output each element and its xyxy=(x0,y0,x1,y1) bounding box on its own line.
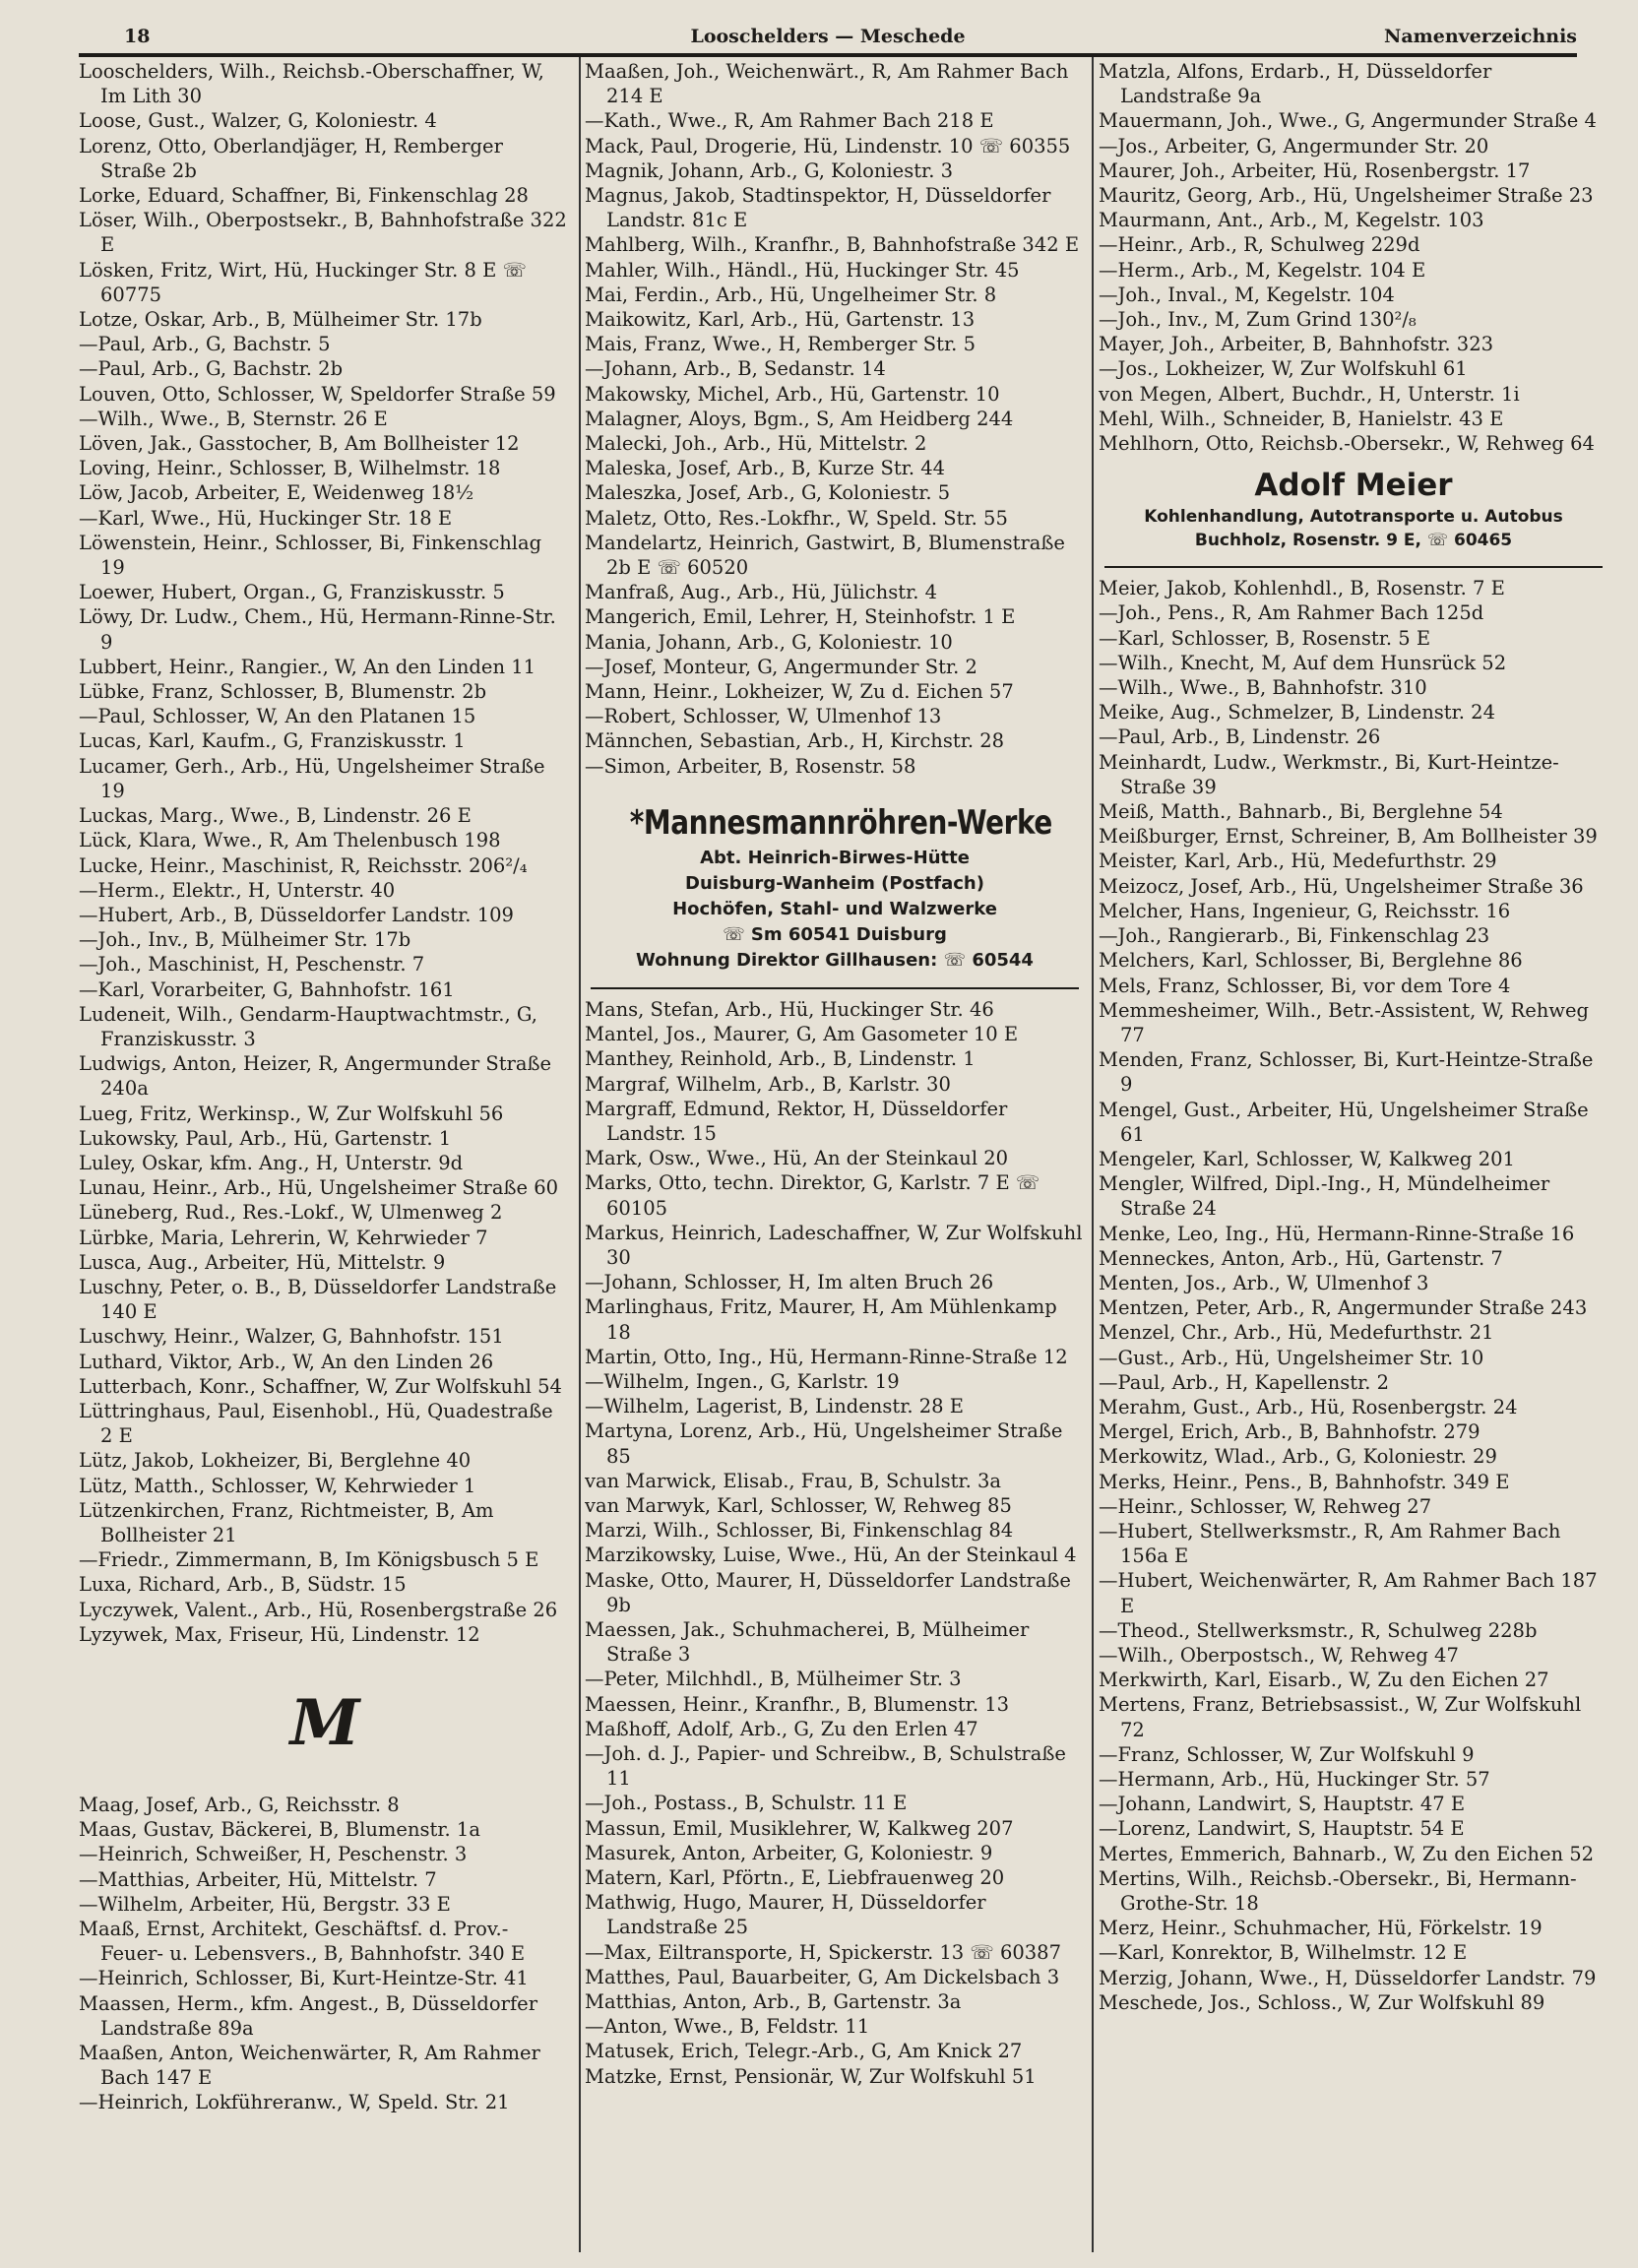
directory-entry: Lubbert, Heinr., Rangier., W, An den Linden 11 xyxy=(79,655,536,678)
directory-entry: Ludwigs, Anton, Heizer, R, Angermunder Straße 240a xyxy=(79,1052,552,1101)
directory-entry: Maassen, Herm., kfm. Angest., B, Düsseldorfer Landstraße 89a xyxy=(79,1991,538,2040)
directory-entry: Maßhoff, Adolf, Arb., G, Zu den Erlen 47 xyxy=(585,1717,978,1740)
directory-entry: Lucas, Karl, Kaufm., G, Franziskusstr. 1 xyxy=(79,729,466,753)
directory-entry: Luley, Oskar, kfm. Ang., H, Unterstr. 9d xyxy=(79,1151,464,1174)
directory-entry: —Paul, Arb., G, Bachstr. 5 xyxy=(79,333,331,356)
directory-entry: —Herm., Arb., M, Kegelstr. 104 E xyxy=(1099,258,1426,282)
entry-list xyxy=(585,59,1085,779)
directory-entry: Menden, Franz, Schlosser, Bi, Kurt-Heintze-Straße 9 xyxy=(1099,1048,1594,1097)
directory-entry: Lutterbach, Konr., Schaffner, W, Zur Wolfskuhl 54 xyxy=(79,1374,562,1398)
directory-entry: —Paul, Arb., G, Bachstr. 2b xyxy=(79,357,344,381)
directory-entry: Merks, Heinr., Pens., B, Bahnhofstr. 349 E xyxy=(1099,1470,1510,1493)
directory-entry: Merkwirth, Karl, Eisarb., W, Zu den Eichen 27 xyxy=(1099,1669,1549,1692)
directory-entry: Mangerich, Emil, Lehrer, H, Steinhofstr. 1 E xyxy=(585,605,1016,629)
directory-entry: Lütz, Jakob, Lokheizer, Bi, Berglehne 40 xyxy=(79,1449,472,1473)
directory-entry: Mels, Franz, Schlosser, Bi, vor dem Tore 4 xyxy=(1099,974,1511,997)
entry-list xyxy=(79,1793,571,2115)
directory-entry: —Anton, Wwe., B, Feldstr. 11 xyxy=(585,2015,870,2039)
directory-entry: Meiß, Matth., Bahnarb., Bi, Berglehne 54 xyxy=(1099,800,1503,824)
directory-entry: —Paul, Arb., B, Lindenstr. 26 xyxy=(1099,725,1381,749)
directory-entry: —Wilhelm, Lagerist, B, Lindenstr. 28 E xyxy=(585,1395,965,1418)
directory-entry: Merz, Heinr., Schuhmacher, Hü, Förkelstr. 19 xyxy=(1099,1917,1543,1940)
entry-list xyxy=(79,59,571,1647)
directory-entry: Magnus, Jakob, Stadtinspektor, H, Düsseldorfer Landstr. 81c E xyxy=(585,184,1051,232)
ad-phone: ☏ Sm 60541 Duisburg xyxy=(723,923,947,945)
directory-entry: Merzig, Johann, Wwe., H, Düsseldorfer Landstr. 79 xyxy=(1099,1966,1597,1989)
directory-entry: Mantel, Jos., Maurer, G, Am Gasometer 10 E xyxy=(585,1023,1019,1046)
directory-entry: Luschny, Peter, o. B., B, Düsseldorfer Landstraße 140 E xyxy=(79,1275,557,1324)
directory-entry: Maleska, Josef, Arb., B, Kurze Str. 44 xyxy=(585,457,946,480)
directory-entry: Mania, Johann, Arb., G, Koloniestr. 10 xyxy=(585,630,953,654)
directory-entry: Marlinghaus, Fritz, Maurer, H, Am Mühlenkamp 18 xyxy=(585,1295,1057,1344)
directory-entry: —Karl, Konrektor, B, Wilhelmstr. 12 E xyxy=(1099,1941,1468,1965)
ad-divider xyxy=(591,987,1079,989)
ad-line: Duisburg-Wanheim (Postfach) xyxy=(685,872,984,894)
directory-entry: —Wilh., Wwe., B, Bahnhofstr. 310 xyxy=(1099,676,1427,700)
directory-entry: Maaß, Ernst, Architekt, Geschäftsf. d. Prov.-Feuer- u. Lebensvers., B, Bahnhofstr. 340 E xyxy=(79,1918,526,1966)
column-1 xyxy=(79,59,571,2254)
directory-entry: —Robert, Schlosser, W, Ulmenhof 13 xyxy=(585,705,942,728)
directory-entry: Magnik, Johann, Arb., G, Koloniestr. 3 xyxy=(585,158,954,182)
directory-entry: Marks, Otto, techn. Direktor, G, Karlstr. 7 E ☏ 60105 xyxy=(585,1171,1040,1220)
directory-entry: Looschelders, Wilh., Reichsb.-Oberschaffner, W, Im Lith 30 xyxy=(79,60,544,108)
directory-entry: —Kath., Wwe., R, Am Rahmer Bach 218 E xyxy=(585,109,994,133)
directory-entry: Meier, Jakob, Kohlenhdl., B, Rosenstr. 7 E xyxy=(1099,577,1505,600)
directory-entry: Memmesheimer, Wilh., Betr.-Assistent, W, Rehweg 77 xyxy=(1099,998,1590,1046)
directory-entry: Mengeler, Karl, Schlosser, W, Kalkweg 201 xyxy=(1099,1147,1515,1170)
directory-entry: —Paul, Arb., H, Kapellenstr. 2 xyxy=(1099,1370,1390,1394)
directory-entry: Mertins, Wilh., Reichsb.-Obersekr., Bi, Hermann-Grothe-Str. 18 xyxy=(1099,1866,1577,1916)
directory-entry: Mans, Stefan, Arb., Hü, Huckinger Str. 46 xyxy=(585,997,994,1021)
directory-entry: Lucke, Heinr., Maschinist, R, Reichsstr. 206²/₄ xyxy=(79,853,528,877)
directory-entry: Loose, Gust., Walzer, G, Koloniestr. 4 xyxy=(79,109,437,133)
directory-entry: Mauermann, Joh., Wwe., G, Angermunder Straße 4 xyxy=(1099,109,1597,133)
directory-entry: Meschede, Jos., Schloss., W, Zur Wolfskuhl 89 xyxy=(1099,1990,1545,2014)
directory-entry: Mai, Ferdin., Arb., Hü, Ungelheimer Str. 8 xyxy=(585,283,997,306)
directory-entry: —Joh., Inval., M, Kegelstr. 104 xyxy=(1099,283,1395,306)
directory-entry: Marzi, Wilh., Schlosser, Bi, Finkenschlag 84 xyxy=(585,1519,1014,1543)
directory-entry: Lusca, Aug., Arbeiter, Hü, Mittelstr. 9 xyxy=(79,1250,446,1274)
directory-entry: —Karl, Schlosser, B, Rosenstr. 5 E xyxy=(1099,626,1431,650)
directory-entry: Matzla, Alfons, Erdarb., H, Düsseldorfer Landstraße 9a xyxy=(1099,60,1492,108)
directory-entry: —Joh. d. J., Papier- und Schreibw., B, Schulstraße 11 xyxy=(585,1741,1066,1791)
ad-line: Kohlenhandlung, Autotransporte u. Autobus xyxy=(1144,507,1563,528)
entry-list xyxy=(585,997,1085,2089)
header-section: Namenverzeichnis xyxy=(1383,26,1577,47)
ad-line: Hochöfen, Stahl- und Walzwerke xyxy=(672,898,997,919)
directory-entry: —Joh., Maschinist, H, Peschenstr. 7 xyxy=(79,953,425,976)
directory-entry: —Max, Eiltransporte, H, Spickerstr. 13 ☏ 60387 xyxy=(585,1940,1061,1964)
directory-entry: Menten, Jos., Arb., W, Ulmenhof 3 xyxy=(1099,1271,1429,1294)
directory-entry: —Joh., Inv., B, Mülheimer Str. 17b xyxy=(79,928,411,952)
column-divider xyxy=(579,57,581,2252)
header-range: Looschelders — Meschede xyxy=(690,26,966,47)
directory-entry: Maas, Gustav, Bäckerei, B, Blumenstr. 1a xyxy=(79,1818,480,1842)
directory-entry: Matzke, Ernst, Pensionär, W, Zur Wolfskuhl 51 xyxy=(585,2064,1037,2088)
directory-entry: —Peter, Milchhdl., B, Mülheimer Str. 3 xyxy=(585,1668,962,1691)
directory-entry: Mahlberg, Wilh., Kranfhr., B, Bahnhofstraße 342 E xyxy=(585,233,1080,257)
directory-entry: —Johann, Landwirt, S, Hauptstr. 47 E xyxy=(1099,1793,1466,1816)
directory-entry: Maaßen, Joh., Weichenwärt., R, Am Rahmer Bach 214 E xyxy=(585,60,1069,108)
directory-entry: Margraff, Edmund, Rektor, H, Düsseldorfer Landstr. 15 xyxy=(585,1097,1008,1145)
directory-entry: Lüneberg, Rud., Res.-Lokf., W, Ulmenweg 2 xyxy=(79,1201,503,1225)
page-number: 18 xyxy=(124,26,151,47)
directory-entry: —Friedr., Zimmermann, B, Im Königsbusch 5 E xyxy=(79,1548,539,1572)
directory-entry: —Karl, Vorarbeiter, G, Bahnhofstr. 161 xyxy=(79,977,455,1001)
directory-entry: Luckas, Marg., Wwe., B, Lindenstr. 26 E xyxy=(79,804,472,828)
directory-entry: —Franz, Schlosser, W, Zur Wolfskuhl 9 xyxy=(1099,1742,1475,1766)
directory-entry: Margraf, Wilhelm, Arb., B, Karlstr. 30 xyxy=(585,1072,951,1096)
directory-entry: —Wilh., Knecht, M, Auf dem Hunsrück 52 xyxy=(1099,651,1507,674)
section-letter: M xyxy=(289,1686,360,1760)
directory-entry: Maurmann, Ant., Arb., M, Kegelstr. 103 xyxy=(1099,209,1484,232)
directory-entry: —Jos., Arbeiter, G, Angermunder Str. 20 xyxy=(1099,134,1489,158)
ad-title: Adolf Meier xyxy=(1254,468,1453,504)
directory-entry: Mack, Paul, Drogerie, Hü, Lindenstr. 10 ☏ 60355 xyxy=(585,134,1071,158)
directory-entry: —Lorenz, Landwirt, S, Hauptstr. 54 E xyxy=(1099,1817,1465,1841)
directory-entry: —Johann, Arb., B, Sedanstr. 14 xyxy=(585,357,886,381)
directory-entry: Matern, Karl, Pförtn., E, Liebfrauenweg 20 xyxy=(585,1866,1005,1889)
advertisement-mannesmann xyxy=(585,800,1085,989)
directory-entry: Löser, Wilh., Oberpostsekr., B, Bahnhofstraße 322 E xyxy=(79,209,567,257)
directory-entry: Mengel, Gust., Arbeiter, Hü, Ungelsheimer Straße 61 xyxy=(1099,1098,1589,1146)
directory-entry: Löven, Jak., Gasstocher, B, Am Bollheister 12 xyxy=(79,432,520,456)
directory-entry: —Paul, Schlosser, W, An den Platanen 15 xyxy=(79,705,476,728)
entry-list xyxy=(1099,576,1608,2015)
column-2 xyxy=(585,59,1085,2254)
directory-entry: Menke, Leo, Ing., Hü, Hermann-Rinne-Straße 16 xyxy=(1099,1222,1575,1245)
directory-entry: Mann, Heinr., Lokheizer, W, Zu d. Eichen 57 xyxy=(585,680,1014,704)
directory-entry: Maaßen, Anton, Weichenwärter, R, Am Rahmer Bach 147 E xyxy=(79,2042,540,2090)
directory-entry: Löwenstein, Heinr., Schlosser, Bi, Finkenschlag 19 xyxy=(79,531,542,580)
directory-entry: Lyzywek, Max, Friseur, Hü, Lindenstr. 12 xyxy=(79,1622,480,1646)
directory-entry: Mandelartz, Heinrich, Gastwirt, B, Blumenstraße 2b E ☏ 60520 xyxy=(585,531,1065,580)
directory-entry: —Theod., Stellwerksmstr., R, Schulweg 228b xyxy=(1099,1618,1538,1642)
directory-entry: Masurek, Anton, Arbeiter, G, Koloniestr. 9 xyxy=(585,1841,993,1864)
directory-entry: Mauritz, Georg, Arb., Hü, Ungelsheimer Straße 23 xyxy=(1099,184,1594,208)
directory-entry: —Hubert, Arb., B, Düsseldorfer Landstr. 109 xyxy=(79,903,514,926)
directory-entry: Mehl, Wilh., Schneider, B, Hanielstr. 43 E xyxy=(1099,407,1504,430)
directory-entry: —Gust., Arb., Hü, Ungelsheimer Str. 10 xyxy=(1099,1346,1484,1369)
directory-entry: Lützenkirchen, Franz, Richtmeister, B, Am Bollheister 21 xyxy=(79,1498,494,1546)
directory-entry: Makowsky, Michel, Arb., Hü, Gartenstr. 10 xyxy=(585,382,1000,406)
directory-entry: Luxa, Richard, Arb., B, Südstr. 15 xyxy=(79,1573,407,1597)
ad-phone: Wohnung Direktor Gillhausen: ☏ 60544 xyxy=(636,949,1034,971)
directory-entry: Menneckes, Anton, Arb., Hü, Gartenstr. 7 xyxy=(1099,1246,1503,1270)
directory-entry: Maleszka, Josef, Arb., G, Koloniestr. 5 xyxy=(585,481,951,505)
directory-entry: Mark, Osw., Wwe., Hü, An der Steinkaul 20 xyxy=(585,1147,1009,1170)
directory-entry: Luthard, Viktor, Arb., W, An den Linden 26 xyxy=(79,1350,494,1373)
directory-entry: Meizocz, Josef, Arb., Hü, Ungelsheimer Straße 36 xyxy=(1099,874,1584,898)
directory-entry: —Karl, Wwe., Hü, Huckinger Str. 18 E xyxy=(79,506,453,530)
directory-entry: Lucamer, Gerh., Arb., Hü, Ungelsheimer Straße 19 xyxy=(79,754,545,802)
directory-entry: Maag, Josef, Arb., G, Reichsstr. 8 xyxy=(79,1794,400,1816)
directory-entry: Maessen, Heinr., Kranfhr., B, Blumenstr. 13 xyxy=(585,1692,1010,1716)
directory-entry: Loewer, Hubert, Organ., G, Franziskusstr. 5 xyxy=(79,581,505,604)
directory-entry: Mahler, Wilh., Händl., Hü, Huckinger Str. 45 xyxy=(585,258,1020,282)
directory-entry: —Johann, Schlosser, H, Im alten Bruch 26 xyxy=(585,1271,994,1294)
directory-entry: von Megen, Albert, Buchdr., H, Unterstr. 1i xyxy=(1099,382,1520,406)
directory-entry: Mehlhorn, Otto, Reichsb.-Obersekr., W, Rehweg 64 xyxy=(1099,432,1595,456)
directory-entry: Luschwy, Heinr., Walzer, G, Bahnhofstr. 151 xyxy=(79,1325,504,1349)
directory-entry: Lorenz, Otto, Oberlandjäger, H, Remberger Straße 2b xyxy=(79,134,503,182)
directory-entry: —Heinrich, Schweißer, H, Peschenstr. 3 xyxy=(79,1843,468,1866)
directory-entry: —Joh., Pens., R, Am Rahmer Bach 125d xyxy=(1099,601,1484,625)
directory-entry: Meister, Karl, Arb., Hü, Medefurthstr. 29 xyxy=(1099,850,1497,873)
directory-entry: Maske, Otto, Maurer, H, Düsseldorfer Landstraße 9b xyxy=(585,1568,1071,1616)
directory-entry: —Herm., Elektr., H, Unterstr. 40 xyxy=(79,878,396,902)
directory-entry: Meinhardt, Ludw., Werkmstr., Bi, Kurt-Heintze-Straße 39 xyxy=(1099,750,1559,798)
directory-entry: Maikowitz, Karl, Arb., Hü, Gartenstr. 13 xyxy=(585,308,976,332)
directory-entry: Männchen, Sebastian, Arb., H, Kirchstr. 28 xyxy=(585,729,1005,753)
directory-entry: Mertes, Emmerich, Bahnarb., W, Zu den Eichen 52 xyxy=(1099,1842,1595,1865)
directory-entry: Menzel, Chr., Arb., Hü, Medefurthstr. 21 xyxy=(1099,1321,1494,1345)
directory-entry: —Wilh., Oberpostsch., W, Rehweg 47 xyxy=(1099,1643,1459,1667)
directory-entry: —Joh., Rangierarb., Bi, Finkenschlag 23 xyxy=(1099,924,1490,948)
directory-entry: —Wilhelm, Arbeiter, Hü, Bergstr. 33 E xyxy=(79,1892,451,1916)
directory-entry: Manfraß, Aug., Arb., Hü, Jülichstr. 4 xyxy=(585,581,938,604)
directory-entry: Loving, Heinr., Schlosser, B, Wilhelmstr. 18 xyxy=(79,457,501,480)
directory-entry: Matusek, Erich, Telegr.-Arb., G, Am Knick 27 xyxy=(585,2040,1023,2063)
directory-entry: Matthias, Anton, Arb., B, Gartenstr. 3a xyxy=(585,1990,962,2014)
directory-entry: Louven, Otto, Schlosser, W, Speldorfer Straße 59 xyxy=(79,382,556,406)
directory-entry: Meike, Aug., Schmelzer, B, Lindenstr. 24 xyxy=(1099,701,1495,724)
directory-entry: Martin, Otto, Ing., Hü, Hermann-Rinne-Straße 12 xyxy=(585,1345,1068,1368)
directory-entry: Mais, Franz, Wwe., H, Remberger Str. 5 xyxy=(585,333,976,356)
directory-entry: Matthes, Paul, Bauarbeiter, G, Am Dickelsbach 3 xyxy=(585,1965,1060,1988)
directory-entry: Lyczywek, Valent., Arb., Hü, Rosenbergstraße 26 xyxy=(79,1598,558,1621)
directory-entry: —Heinrich, Lokführeranw., W, Speld. Str. 21 xyxy=(79,2091,510,2114)
directory-entry: Löwy, Dr. Ludw., Chem., Hü, Hermann-Rinne-Str. 9 xyxy=(79,605,556,654)
directory-entry: Lunau, Heinr., Arb., Hü, Ungelsheimer Straße 60 xyxy=(79,1176,559,1200)
directory-entry: —Wilh., Wwe., B, Sternstr. 26 E xyxy=(79,407,388,430)
directory-entry: —Josef, Monteur, G, Angermunder Str. 2 xyxy=(585,655,977,678)
directory-entry: Lotze, Oskar, Arb., B, Mülheimer Str. 17b xyxy=(79,308,482,332)
directory-entry: —Heinrich, Schlosser, Bi, Kurt-Heintze-Str. 41 xyxy=(79,1967,529,1990)
directory-entry: Lüttringhaus, Paul, Eisenhobl., Hü, Quadestraße 2 E xyxy=(79,1399,553,1448)
directory-entry: Manthey, Reinhold, Arb., B, Lindenstr. 1 xyxy=(585,1047,976,1071)
directory-entry: Maessen, Jak., Schuhmacherei, B, Mülheimer Straße 3 xyxy=(585,1617,1030,1667)
directory-entry: —Heinr., Arb., R, Schulweg 229d xyxy=(1099,233,1420,257)
directory-entry: Löw, Jacob, Arbeiter, E, Weidenweg 18½ xyxy=(79,481,474,505)
directory-entry: —Joh., Postass., B, Schulstr. 11 E xyxy=(585,1792,908,1815)
directory-entry: Mentzen, Peter, Arb., R, Angermunder Straße 243 xyxy=(1099,1296,1588,1320)
directory-entry: Melchers, Karl, Schlosser, Bi, Berglehne 86 xyxy=(1099,949,1523,973)
directory-entry: Maurer, Joh., Arbeiter, Hü, Rosenbergstr. 17 xyxy=(1099,158,1531,182)
directory-entry: Marzikowsky, Luise, Wwe., Hü, An der Steinkaul 4 xyxy=(585,1544,1077,1567)
directory-entry: Lösken, Fritz, Wirt, Hü, Huckinger Str. 8 E ☏ 60775 xyxy=(79,258,527,306)
directory-entry: Melcher, Hans, Ingenieur, G, Reichsstr. 16 xyxy=(1099,899,1511,922)
directory-entry: Mengler, Wilfred, Dipl.-Ing., H, Mündelheimer Straße 24 xyxy=(1099,1172,1550,1221)
directory-entry: Lütz, Matth., Schlosser, W, Kehrwieder 1 xyxy=(79,1474,476,1497)
directory-entry: —Joh., Inv., M, Zum Grind 130²/₈ xyxy=(1099,308,1417,332)
directory-entry: Merahm, Gust., Arb., Hü, Rosenbergstr. 24 xyxy=(1099,1395,1518,1418)
directory-entry: Mathwig, Hugo, Maurer, H, Düsseldorfer Landstraße 25 xyxy=(585,1891,986,1939)
directory-entry: van Marwick, Elisab., Frau, B, Schulstr. 3a xyxy=(585,1469,1002,1492)
column-divider xyxy=(1092,57,1094,2252)
column-3 xyxy=(1099,59,1608,2254)
directory-entry: —Simon, Arbeiter, B, Rosenstr. 58 xyxy=(585,754,916,778)
ad-line: Buchholz, Rosenstr. 9 E, ☏ 60465 xyxy=(1194,531,1513,551)
directory-entry: Massun, Emil, Musiklehrer, W, Kalkweg 207 xyxy=(585,1816,1014,1840)
directory-entry: Lukowsky, Paul, Arb., Hü, Gartenstr. 1 xyxy=(79,1126,452,1150)
directory-entry: Mayer, Joh., Arbeiter, B, Bahnhofstr. 323 xyxy=(1099,333,1494,356)
advertisement-meier xyxy=(1099,466,1608,568)
directory-entry: Malecki, Joh., Arb., Hü, Mittelstr. 2 xyxy=(585,432,927,456)
directory-entry: Maletz, Otto, Res.-Lokfhr., W, Speld. Str. 55 xyxy=(585,506,1008,530)
directory-entry: Lorke, Eduard, Schaffner, Bi, Finkenschlag 28 xyxy=(79,184,529,208)
directory-entry: Lück, Klara, Wwe., R, Am Thelenbusch 198 xyxy=(79,829,501,852)
directory-entry: van Marwyk, Karl, Schlosser, W, Rehweg 85 xyxy=(585,1493,1012,1517)
directory-entry: Ludeneit, Wilh., Gendarm-Hauptwachtmstr., G, Franziskusstr. 3 xyxy=(79,1002,537,1050)
directory-entry: Lueg, Fritz, Werkinsp., W, Zur Wolfskuhl 56 xyxy=(79,1102,504,1125)
directory-entry: —Hermann, Arb., Hü, Huckinger Str. 57 xyxy=(1099,1768,1490,1791)
directory-entry: Merkowitz, Wlad., Arb., G, Koloniestr. 29 xyxy=(1099,1445,1497,1469)
ad-title: *Mannesmannröhren-Werke xyxy=(629,802,1052,843)
directory-entry: Malagner, Aloys, Bgm., S, Am Heidberg 244 xyxy=(585,407,1014,430)
ad-line: Abt. Heinrich-Birwes-Hütte xyxy=(700,847,970,868)
directory-entry: Mertens, Franz, Betriebsassist., W, Zur Wolfskuhl 72 xyxy=(1099,1693,1582,1741)
ad-divider xyxy=(1104,566,1603,568)
entry-list xyxy=(1099,59,1608,456)
directory-entry: Martyna, Lorenz, Arb., Hü, Ungelsheimer Straße 85 xyxy=(585,1419,1063,1468)
directory-entry: —Wilhelm, Ingen., G, Karlstr. 19 xyxy=(585,1369,900,1393)
directory-entry: —Hubert, Stellwerksmstr., R, Am Rahmer Bach 156a E xyxy=(1099,1519,1561,1568)
directory-entry: Meißburger, Ernst, Schreiner, B, Am Bollheister 39 xyxy=(1099,825,1598,849)
directory-entry: —Matthias, Arbeiter, Hü, Mittelstr. 7 xyxy=(79,1867,437,1891)
running-header xyxy=(79,20,1577,57)
directory-entry: —Hubert, Weichenwärter, R, Am Rahmer Bach 187 E xyxy=(1099,1569,1598,1617)
directory-entry: Lürbke, Maria, Lehrerin, W, Kehrwieder 7 xyxy=(79,1226,488,1249)
directory-entry: Mergel, Erich, Arb., B, Bahnhofstr. 279 xyxy=(1099,1420,1480,1444)
directory-entry: —Heinr., Schlosser, W, Rehweg 27 xyxy=(1099,1494,1432,1518)
directory-entry: —Jos., Lokheizer, W, Zur Wolfskuhl 61 xyxy=(1099,357,1468,381)
directory-entry: Lübke, Franz, Schlosser, B, Blumenstr. 2b xyxy=(79,680,487,704)
directory-entry: Markus, Heinrich, Ladeschaffner, W, Zur Wolfskuhl 30 xyxy=(585,1221,1083,1269)
